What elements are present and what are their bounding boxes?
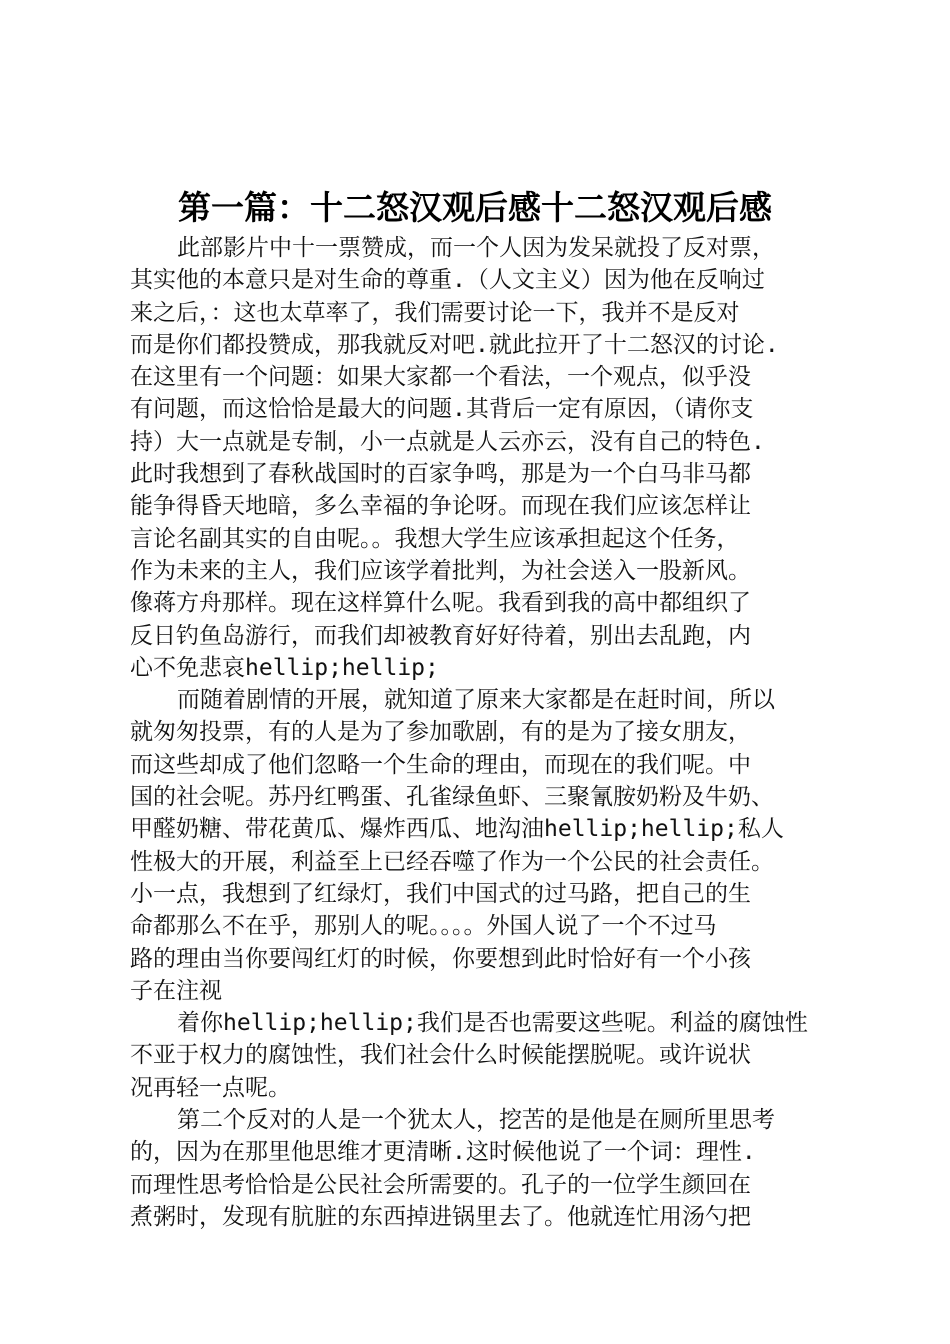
text-line: 的，因为在那里他思维才更清晰.这时候他说了一个词：理性. [130,1139,756,1166]
text-line: 有问题，而这恰恰是最大的问题.其背后一定有原因，（请你支 [130,396,754,423]
text-line: 甲醛奶糖、带花黄瓜、爆炸西瓜、地沟油hellip;hellip;私人 [130,816,784,843]
text-line: 像蒋方舟那样。现在这样算什么呢。我看到我的高中都组织了 [130,590,751,617]
text-line: 而这些却成了他们忽略一个生命的理由，而现在的我们呢。中 [130,751,751,778]
text-line: 此时我想到了春秋战国时的百家争鸣，那是为一个白马非马都 [130,461,751,488]
text-line: 着你hellip;hellip;我们是否也需要这些呢。利益的腐蚀性 [177,1010,808,1037]
document-body [130,232,835,1233]
text-line: 此部影片中十一票赞成，而一个人因为发呆就投了反对票， [177,235,775,261]
text-line: 就匆匆投票，有的人是为了参加歌剧，有的是为了接女朋友， [130,719,751,746]
text-line: 而随着剧情的开展，就知道了原来大家都是在赶时间，所以 [177,687,775,714]
text-line: 第二个反对的人是一个犹太人，挖苦的是他是在厕所里思考 [177,1107,775,1134]
text-line: 况再轻一点呢。 [130,1074,291,1101]
text-line: 而理性思考恰恰是公民社会所需要的。孔子的一位学生颜回在 [130,1171,751,1198]
text-line: 其实他的本意只是对生命的尊重.（人文主义）因为他在反响过 [130,267,765,294]
text-line: 来之后，：这也太草率了，我们需要讨论一下，我并不是反对 [130,299,740,326]
text-line: 子在注视 [130,977,222,1004]
text-line: 煮粥时，发现有肮脏的东西掉进锅里去了。他就连忙用汤勺把 [130,1203,751,1230]
text-line: 小一点，我想到了红绿灯，我们中国式的过马路，把自己的生 [130,880,751,907]
text-line: 而是你们都投赞成，那我就反对吧.就此拉开了十二怒汉的讨论. [130,331,779,358]
text-line: 在这里有一个问题：如果大家都一个看法，一个观点，似乎没 [130,364,751,391]
document-title: 第一篇：十二怒汉观后感十二怒汉观后感 [178,188,772,227]
text-line: 命都那么不在乎，那别人的呢。。。。外国人说了一个不过马 [130,913,717,940]
text-line: 心不免悲哀hellip;hellip; [130,654,439,681]
text-line: 反日钓鱼岛游行，而我们却被教育好好待着，别出去乱跑，内 [130,622,751,649]
text-line: 能争得昏天地暗，多么幸福的争论呀。而现在我们应该怎样让 [130,493,751,520]
text-line: 性极大的开展，利益至上已经吞噬了作为一个公民的社会责任。 [130,848,774,875]
text-line: 国的社会呢。苏丹红鸭蛋、孔雀绿鱼虾、三聚氰胺奶粉及牛奶、 [130,784,774,811]
text-line: 言论名副其实的自由呢。。我想大学生应该承担起这个任务， [130,525,740,552]
text-line: 持）大一点就是专制，小一点就是人云亦云，没有自己的特色. [130,428,765,455]
text-line: 不亚于权力的腐蚀性，我们社会什么时候能摆脱呢。或许说状 [130,1042,751,1069]
text-line: 作为未来的主人，我们应该学着批判，为社会送入一股新风。 [130,557,751,584]
text-line: 路的理由当你要闯红灯的时候，你要想到此时恰好有一个小孩 [130,945,751,972]
